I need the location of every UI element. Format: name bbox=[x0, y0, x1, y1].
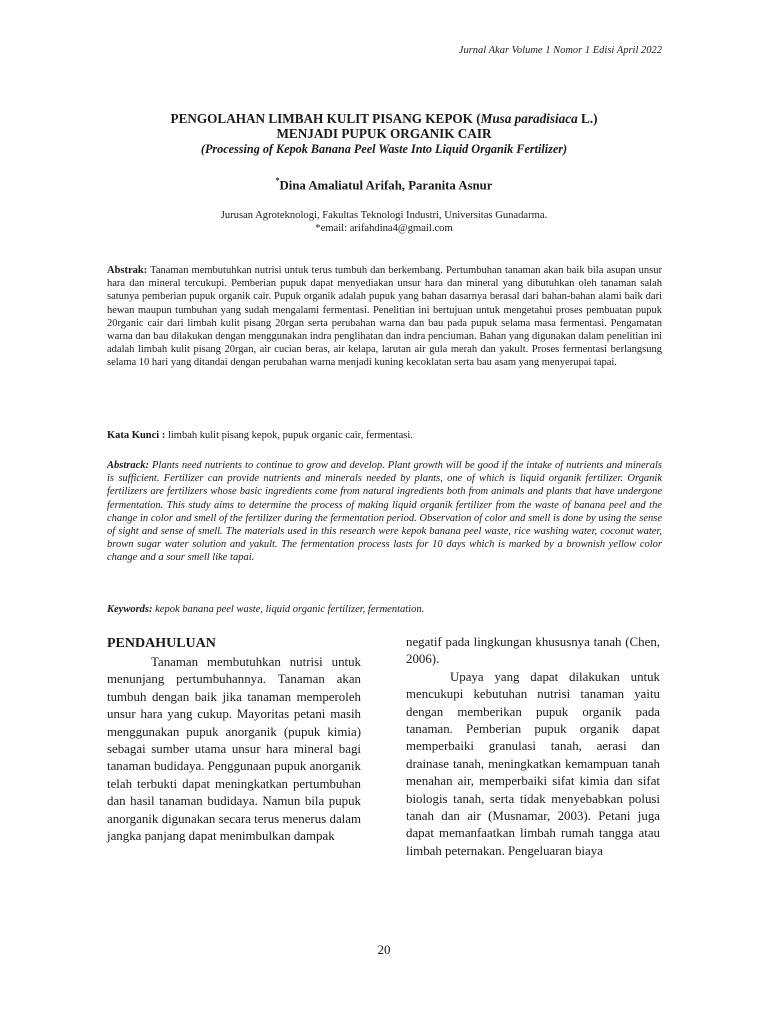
keywords-id-text: limbah kulit pisang kepok, pupuk organic cair, fermentasi. bbox=[167, 430, 413, 441]
body-paragraph: Upaya yang dapat dilakukan untuk mencukupi kebutuhan nutrisi tanaman yaitu dengan memberikan pupuk organik pada tanaman. Pemberian pupuk organik dapat memperbaiki granulasi tanah, aerasi dan drainase tanah, meningkatkan kemampuan tanah menahan air, memperbaiki sifat kimia dan sifat biologis tanah, serta tidak menyebabkan polusi tanah dan air (Musnamar, 2003). Petani juga dapat memanfaatkan limbah rumah tangga atau limbah peternakan. Pengeluaran biaya bbox=[406, 669, 660, 858]
paper-title bbox=[0, 111, 768, 141]
email: *email: arifahdina4@gmail.com bbox=[315, 223, 453, 234]
paper-title-english: (Processing of Kepok Banana Peel Waste Into Liquid Organik Fertilizer) bbox=[200, 142, 568, 156]
journal-header: Jurnal Akar Volume 1 Nomor 1 Edisi April 2022 bbox=[458, 45, 662, 56]
section-heading: PENDAHULUAN bbox=[107, 636, 216, 651]
page-number: 20 bbox=[377, 942, 391, 957]
keywords-en-text: kepok banana peel waste, liquid organic fertilizer, fermentation. bbox=[155, 604, 425, 615]
author-names: Dina Amaliatul Arifah, Paranita Asnur bbox=[279, 178, 493, 193]
corresponding-marker: * bbox=[275, 176, 280, 185]
authors bbox=[0, 177, 768, 193]
title-line2: MENJADI PUPUK ORGANIK CAIR bbox=[276, 126, 492, 141]
keywords-english bbox=[107, 603, 662, 616]
title-block bbox=[0, 111, 768, 157]
abstract-indonesian bbox=[107, 264, 662, 370]
affiliation bbox=[0, 209, 768, 235]
keywords-indonesian bbox=[107, 429, 662, 442]
abstract-en-label: Abstrack: bbox=[107, 460, 149, 471]
keywords-en-label: Keywords: bbox=[107, 604, 153, 615]
body-column-right bbox=[406, 634, 660, 860]
abstract-id-text: Tanaman membutuhkan nutrisi untuk terus tumbuh dan berkembang. Pertumbuhan tanaman akan baik bila asupan unsur hara dan mineral tercukupi. Pemberian pupuk dapat menyediakan unsur hara dan mineral yang dibutuhkan oleh tanaman salah satunya pemberian pupuk organik cair. Pupuk organik adalah pupuk yang bahan dasarnya berasal dari bahan-bahan alami baik dari hewan maupun tumbuhan yang sudah mengalami fermentasi. Penelitian ini bertujuan untuk mengetahui proses pembuatan pupuk 20rganic cair dari limbah kulit pisang 20rgan serta perubahan warna dan bau pada pupuk selama masa fermentasi. Pengamatan warna dan bau dilakukan dengan menggunakan indra penglihatan dan indra penciuman. Bahan yang digunakan dalam penelitian ini adalah limbah kulit pisang 20rgan, air cucian beras, air kelapa, larutan air gula merah dan yakult. Proses fermentasi berlangsung selama 10 hari yang ditandai dengan perubahan warna menjadi kuning kecoklatan serta bau asam yang menyerupai tapai. bbox=[107, 265, 662, 369]
title-line1-a: PENGOLAHAN LIMBAH KULIT PISANG KEPOK ( bbox=[170, 111, 481, 126]
keywords-id-label: Kata Kunci : bbox=[107, 430, 166, 441]
institution: Jurusan Agroteknologi, Fakultas Teknologi Industri, Universitas Gunadarma. bbox=[220, 210, 548, 221]
body-paragraph-continued: negatif pada lingkungan khususnya tanah (Chen, 2006). bbox=[406, 635, 660, 667]
abstract-en-text: Plants need nutrients to continue to grow and develop. Plant growth will be good if the intake of nutrients and minerals is sufficient. Fertilizer can provide nutrients and minerals needed by plants, one of which is liquid organik fertilizer. Organik fertilizers are fertilizers whose basic ingredients come from natural ingredients both from animals and plants that have undergone fermentation. This study aims to determine the process of making liquid organik fertilizer from the waste of banana peel and the change in color and smell of the fertilizer during the fermentation period. Observation of color and smell is done by using the sense of sight and sense of smell. The materials used in this research were kepok banana peel waste, rice washing water, coconut water, brown sugar water solution and yakult. The fermentation process lasts for 10 days which is marked by a brownish yellow color change and a sour smell like tapai. bbox=[107, 460, 662, 564]
title-species: Musa paradisiaca bbox=[480, 111, 578, 126]
title-line1-b: L.) bbox=[577, 111, 598, 126]
body-paragraph: Tanaman membutuhkan nutrisi untuk menunjang pertumbuhannya. Tanaman akan tumbuh dengan baik jika tanaman memperoleh unsur hara yang cukup. Mayoritas petani masih menggunakan pupuk anorganik (pupuk kimia) sebagai sumber utama unsur hara mineral bagi tanaman budidaya. Penggunaan pupuk anorganik telah terbukti dapat meningkatkan pertumbuhan dan hasil tanaman budidaya. Namun bila pupuk anorganik digunakan secara terus menerus dalam jangka panjang dapat menimbulkan dampak bbox=[107, 655, 361, 844]
abstract-id-label: Abstrak: bbox=[107, 265, 148, 276]
body-column-left bbox=[107, 634, 361, 845]
abstract-english bbox=[107, 459, 662, 565]
